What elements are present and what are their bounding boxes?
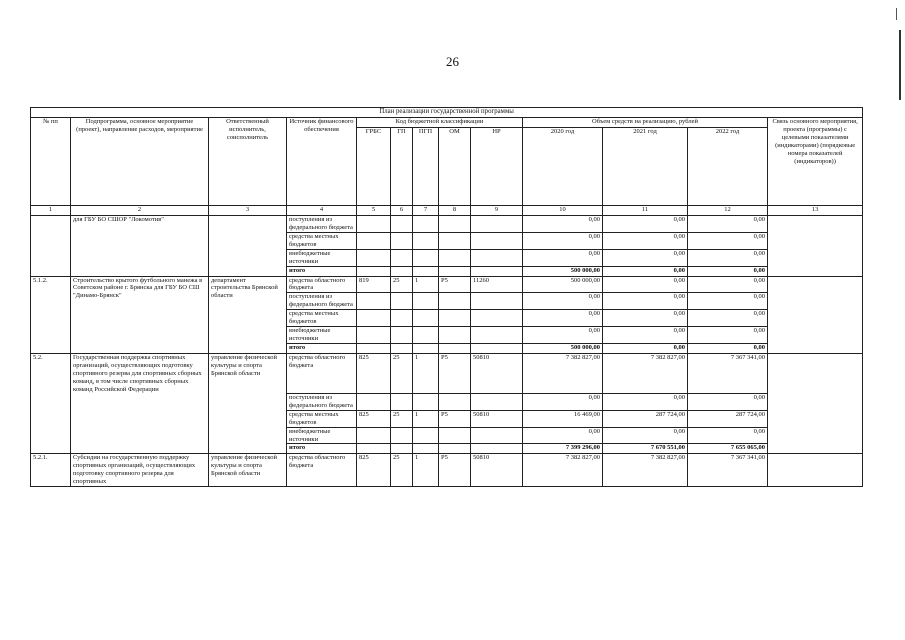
code-grbs: 825 (357, 454, 391, 487)
total-2020: 7 399 296,00 (523, 444, 603, 454)
source-extra: внебюджетные источники (287, 427, 357, 444)
value-2022: 0,00 (688, 249, 768, 266)
code-om: Р5 (439, 353, 471, 393)
col-num: 3 (209, 206, 287, 216)
value-2022: 287 724,00 (688, 410, 768, 427)
header-2020: 2020 год (523, 128, 603, 206)
value-2020: 500 000,00 (523, 276, 603, 293)
code-om: Р5 (439, 410, 471, 427)
source-federal: поступления из федерального бюджета (287, 293, 357, 310)
value-2022: 0,00 (688, 293, 768, 310)
value-2021: 0,00 (603, 276, 688, 293)
code-pgp: 1 (413, 353, 439, 393)
code-nr: 11260 (471, 276, 523, 293)
column-number-row (31, 206, 863, 216)
total-2022: 0,00 (688, 266, 768, 276)
table-row (31, 216, 863, 233)
value-2020: 0,00 (523, 249, 603, 266)
value-2022: 0,00 (688, 232, 768, 249)
col-num: 10 (523, 206, 603, 216)
value-2021: 0,00 (603, 327, 688, 344)
value-2020: 0,00 (523, 427, 603, 444)
value-2022: 0,00 (688, 216, 768, 233)
value-2020: 0,00 (523, 216, 603, 233)
header-gp: ГП (391, 128, 413, 206)
source-regional: средства областного бюджета (287, 276, 357, 293)
total-2021: 7 670 551,00 (603, 444, 688, 454)
total-2022: 7 655 065,00 (688, 444, 768, 454)
header-budget-code: Код бюджетной классификации (357, 118, 523, 128)
code-nr: 50810 (471, 353, 523, 393)
col-num: 12 (688, 206, 768, 216)
value-2020: 0,00 (523, 393, 603, 410)
value-2022: 0,00 (688, 327, 768, 344)
source-total: итого (287, 343, 357, 353)
source-regional: средства областного бюджета (287, 353, 357, 393)
source-federal: поступления из федерального бюджета (287, 393, 357, 410)
value-2021: 0,00 (603, 232, 688, 249)
col-num: 11 (603, 206, 688, 216)
source-total: итого (287, 266, 357, 276)
row-number: 5.2.1. (31, 454, 71, 487)
header-2022: 2022 год (688, 128, 768, 206)
col-num: 7 (413, 206, 439, 216)
table-row (31, 353, 863, 393)
responsible: департамент строительства Брянской области (209, 276, 287, 353)
header-npp: № пп (31, 118, 71, 206)
total-2021: 0,00 (603, 266, 688, 276)
table-title: План реализации государственной программы (31, 108, 863, 118)
code-gp: 25 (391, 410, 413, 427)
header-om: ОМ (439, 128, 471, 206)
value-2022: 0,00 (688, 276, 768, 293)
plan-table (30, 107, 863, 487)
source-extra: внебюджетные источники (287, 249, 357, 266)
value-2021: 0,00 (603, 293, 688, 310)
header-grbs: ГРБС (357, 128, 391, 206)
page-number: 26 (446, 54, 459, 69)
col-num: 2 (71, 206, 209, 216)
margin-tick (896, 8, 897, 20)
responsible: управление физической культуры и спорта Брянской области (209, 353, 287, 454)
header-volume: Объем средств на реализацию, рублей (523, 118, 768, 128)
value-2021: 7 382 827,00 (603, 454, 688, 487)
value-2020: 0,00 (523, 327, 603, 344)
header-responsible: Ответственный исполнитель, соисполнитель (209, 118, 287, 206)
row-number: 5.2. (31, 353, 71, 454)
header-nr: НР (471, 128, 523, 206)
value-2021: 0,00 (603, 393, 688, 410)
code-gp: 25 (391, 353, 413, 393)
value-2022: 0,00 (688, 393, 768, 410)
value-2022: 0,00 (688, 427, 768, 444)
col-num: 5 (357, 206, 391, 216)
value-2022: 0,00 (688, 310, 768, 327)
code-nr: 50810 (471, 454, 523, 487)
col-num: 9 (471, 206, 523, 216)
header-subprogram: Подпрограмма, основное мероприятие (проект), направление расходов, мероприятие (71, 118, 209, 206)
col-num: 4 (287, 206, 357, 216)
col-num: 8 (439, 206, 471, 216)
measure-name: Государственная поддержка спортивных организаций, осуществляющих подготовку спортивного резерва для спортивных сборных команд, в том числе спортивных сборных команд Российской Федерации (71, 353, 209, 454)
value-2021: 0,00 (603, 249, 688, 266)
code-pgp: 1 (413, 410, 439, 427)
source-local: средства местных бюджетов (287, 410, 357, 427)
source-local: средства местных бюджетов (287, 232, 357, 249)
code-pgp: 1 (413, 276, 439, 293)
header-2021: 2021 год (603, 128, 688, 206)
value-2020: 0,00 (523, 293, 603, 310)
measure-name: для ГБУ БО СШОР "Локомотив" (71, 216, 209, 277)
code-gp: 25 (391, 454, 413, 487)
code-gp: 25 (391, 276, 413, 293)
col-num: 1 (31, 206, 71, 216)
table-row (31, 276, 863, 293)
value-2020: 16 469,00 (523, 410, 603, 427)
total-2022: 0,00 (688, 343, 768, 353)
row-number: 5.1.2. (31, 276, 71, 353)
responsible: управление физической культуры и спорта Брянской области (209, 454, 287, 487)
source-federal: поступления из федерального бюджета (287, 216, 357, 233)
header-link: Связь основного мероприятия, проекта (программы) с целевыми показателями (индикаторами) (порядковые номера показателей (индикаторов)) (768, 118, 863, 206)
source-local: средства местных бюджетов (287, 310, 357, 327)
code-pgp: 1 (413, 454, 439, 487)
source-regional: средства областного бюджета (287, 454, 357, 487)
code-om: Р5 (439, 276, 471, 293)
header-source: Источник финансового обеспечения (287, 118, 357, 206)
source-extra: внебюджетные источники (287, 327, 357, 344)
value-2020: 7 382 827,00 (523, 454, 603, 487)
value-2022: 7 367 341,00 (688, 353, 768, 393)
value-2020: 7 382 827,00 (523, 353, 603, 393)
code-nr: 50810 (471, 410, 523, 427)
header-pgp: ПГП (413, 128, 439, 206)
value-2021: 0,00 (603, 216, 688, 233)
col-num: 13 (768, 206, 863, 216)
col-num: 6 (391, 206, 413, 216)
code-grbs: 825 (357, 410, 391, 427)
value-2021: 0,00 (603, 427, 688, 444)
value-2021: 7 382 827,00 (603, 353, 688, 393)
total-2020: 500 000,00 (523, 343, 603, 353)
total-2021: 0,00 (603, 343, 688, 353)
value-2021: 287 724,00 (603, 410, 688, 427)
measure-name: Субсидии на государственную поддержку спортивных организаций, осуществляющих подготовку спортивного резерва для спортивных (71, 454, 209, 487)
measure-name: Строительство крытого футбольного манежа в Советском районе г. Брянска для ГБУ БО СШ "Динамо-Брянск" (71, 276, 209, 353)
value-2021: 0,00 (603, 310, 688, 327)
value-2020: 0,00 (523, 310, 603, 327)
code-om: Р5 (439, 454, 471, 487)
code-grbs: 819 (357, 276, 391, 293)
table-row (31, 454, 863, 487)
source-total: итого (287, 444, 357, 454)
total-2020: 500 000,00 (523, 266, 603, 276)
value-2022: 7 367 341,00 (688, 454, 768, 487)
code-grbs: 825 (357, 353, 391, 393)
value-2020: 0,00 (523, 232, 603, 249)
